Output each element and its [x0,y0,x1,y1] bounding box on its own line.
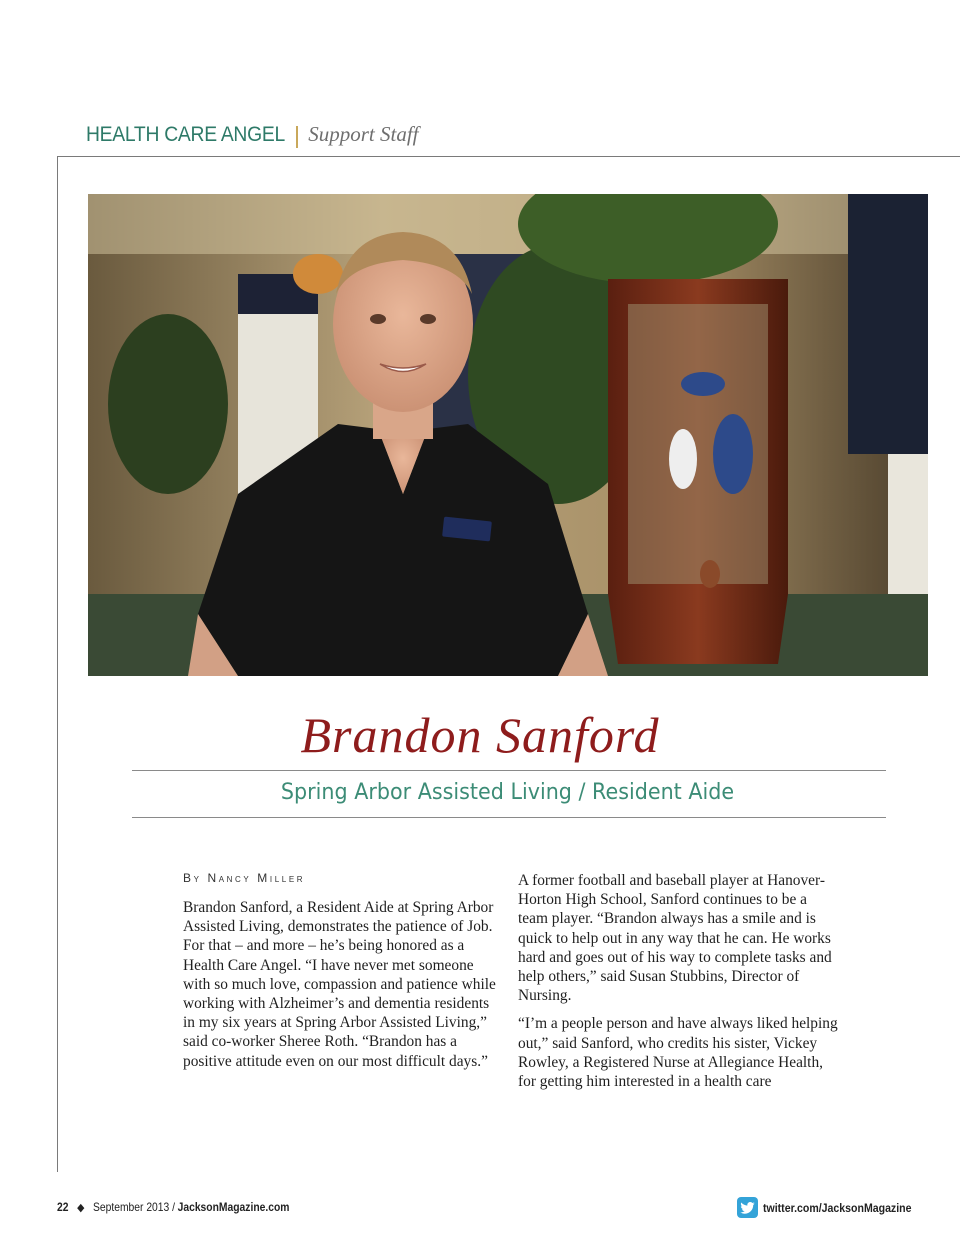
profile-name: Brandon Sanford [300,707,660,763]
profile-title: Spring Arbor Assisted Living / Resident Aide [280,780,735,805]
page-number: 22 [57,1200,69,1214]
frame-top-rule [57,156,960,157]
article-column-1 [183,898,501,1080]
header-divider [296,126,298,148]
section-title: HEALTH CARE ANGEL [86,123,285,146]
paragraph: Brandon Sanford, a Resident Aide at Spring Arbor Assisted Living, demonstrates the patience of Job. For that – and more – he’s being honored as a Health Care Angel. “I have never met someone with so much love, compassion and patience while working with Alzheimer’s and dementia residents in my six years at Spring Arbor Assisted Living,” said co-worker Sheree Roth. “Brandon has a positive attitude even on our most difficult days.” [183,899,496,1070]
page-footer [57,1200,289,1214]
diamond-icon: ◆ [77,1201,85,1214]
issue-date: September 2013 / [92,1200,176,1214]
twitter-handle: twitter.com/JacksonMagazine [763,1200,912,1215]
frame-left-rule [57,156,58,1172]
website-link[interactable]: JacksonMagazine.com [177,1200,290,1214]
twitter-link[interactable] [737,1197,932,1218]
name-rule-top [132,770,886,771]
section-header [86,122,419,152]
paragraph: A former football and baseball player at Hanover-Horton High School, Sanford continues to be a team player. “Brandon always has a smile and is quick to help out in any way that he can. He works hard and goes out of his way to complete tasks and help others,” said Susan Stubbins, Director of Nursing. [518,872,832,1005]
paragraph: “I’m a people person and have always liked helping out,” said Sanford, who credits his sister, Vickey Rowley, a Registered Nurse at Allegiance Health, for getting him interested in a health care [518,1015,838,1091]
name-rule-bottom [132,817,886,818]
section-subtitle: Support Staff [308,122,419,146]
twitter-icon [737,1197,758,1218]
portrait-photo [88,194,928,676]
byline: By Nancy Miller [183,871,306,885]
article-column-2 [518,871,838,1100]
